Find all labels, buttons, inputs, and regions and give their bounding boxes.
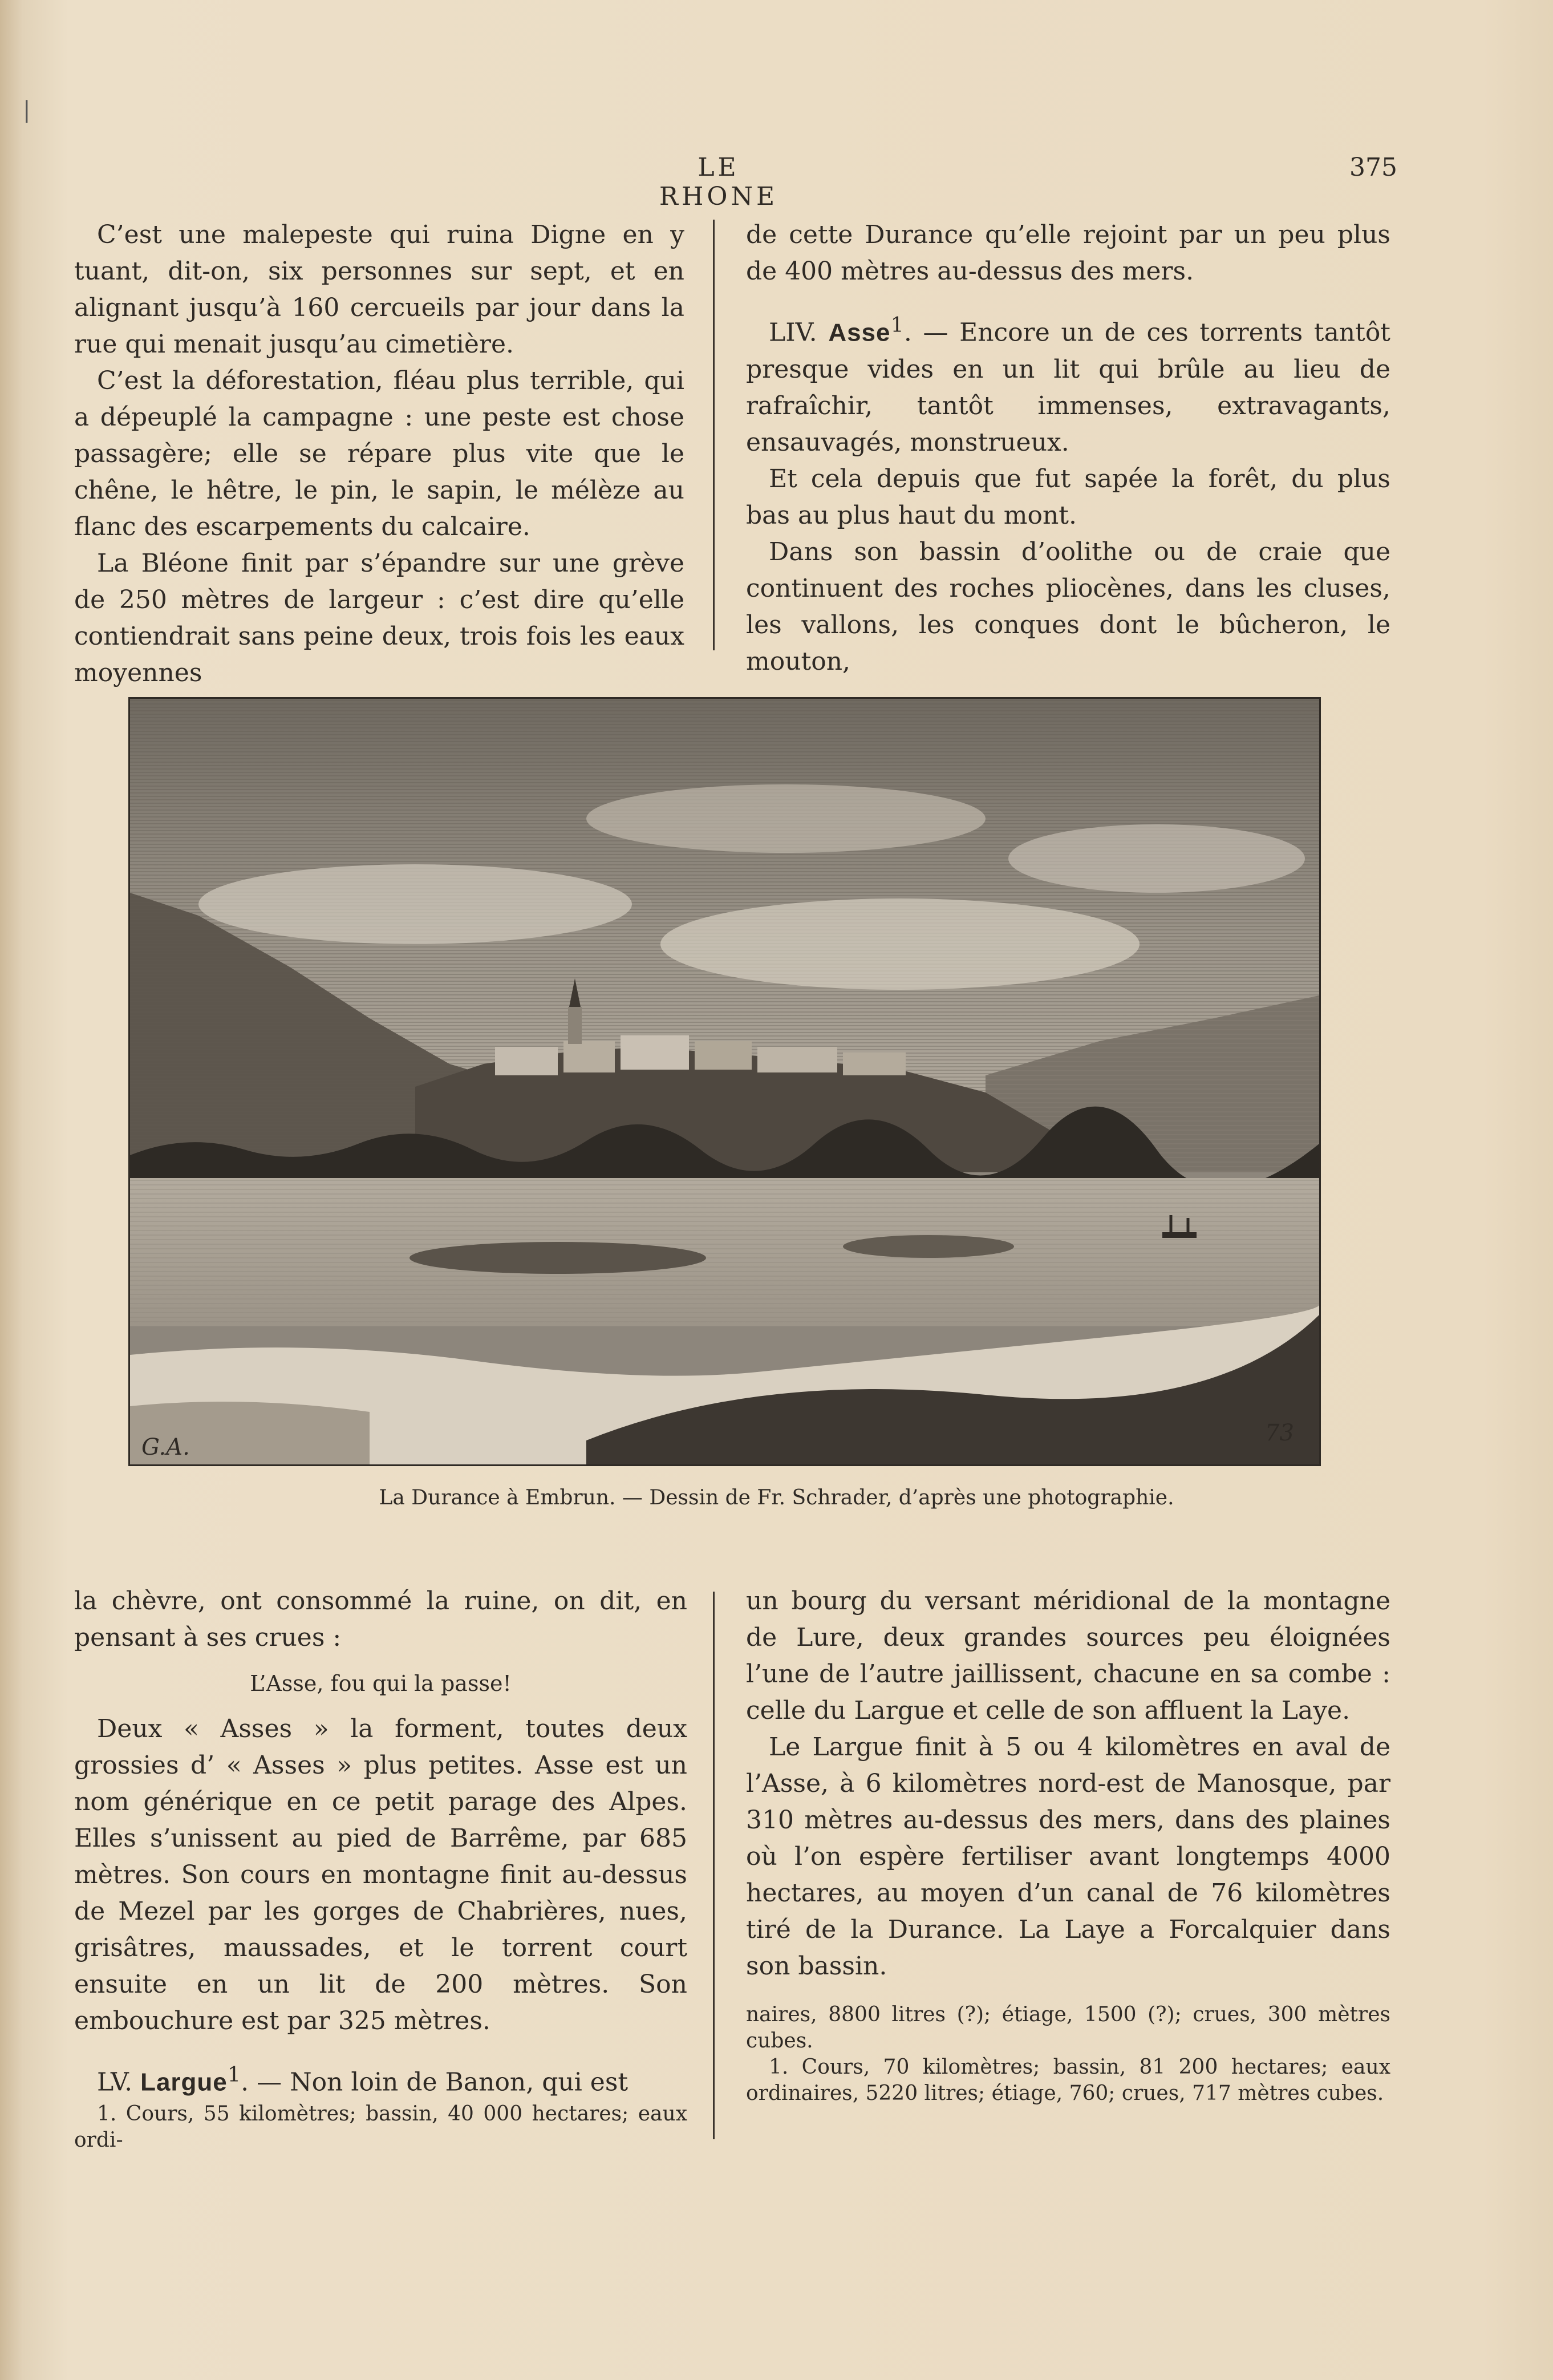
- building: [695, 1041, 752, 1070]
- column-top-right: [746, 217, 1390, 680]
- footnote-ref: 1: [227, 2062, 241, 2087]
- paragraph: Et cela depuis que fut sapée la forêt, du plus bas au plus haut du mont.: [746, 464, 1390, 530]
- landscape-engraving: [130, 699, 1319, 1464]
- river-island: [843, 1235, 1014, 1258]
- building: [843, 1053, 906, 1075]
- column-bottom-right: [746, 1583, 1390, 2107]
- paragraph: un bourg du versant méridional de la montagne de Lure, deux grandes sources peu éloignées l’une de l’autre jaillissent, chacune en sa combe : celle du Largue et celle de son affluent la Laye.: [746, 1586, 1390, 1725]
- paragraph: C’est la déforestation, fléau plus terrible, qui a dépeuplé la campagne : une peste est chose passagère; elle se répare plus vite que le chêne, le hêtre, le pin, le sapin, le mélèze au flanc des escarpements du calcaire.: [74, 366, 684, 541]
- column-divider-bottom: [713, 1592, 715, 2139]
- cloud: [1008, 824, 1305, 893]
- cloud: [660, 898, 1140, 990]
- paragraph: Deux « Asses » la forment, toutes deux grossies d’ « Asses » plus petites. Asse est un nom générique en ce petit parage des Alpes. Elles s’unissent au pied de Barrême, par 685 mètres. Son cours en montagne finit au-dessus de Mezel par les gorges de Chabrières, nues, grisâtres, maussades, et le torrent court ensuite en un lit de 200 mètres. Son embouchure est par 325 mètres.: [74, 1714, 687, 2035]
- building: [563, 1041, 615, 1072]
- cloud: [198, 864, 632, 944]
- boat: [1162, 1232, 1197, 1238]
- section-number: LIV.: [769, 318, 817, 347]
- signature-left: G.A.: [141, 1434, 190, 1460]
- paragraph: de cette Durance qu’elle rejoint par un peu plus de 400 mètres au-dessus des mers.: [746, 220, 1390, 286]
- page-number: 375: [1349, 153, 1397, 182]
- paragraph: La Bléone finit par s’épandre sur une grève de 250 mètres de largeur : c’est dire qu’elle contiendrait sans peine deux, trois fois les eaux moyennes: [74, 549, 684, 687]
- church-tower: [568, 1007, 582, 1044]
- cloud: [586, 784, 986, 853]
- figure-caption: La Durance à Embrun. — Dessin de Fr. Schrader, d’après une photographie.: [379, 1486, 1174, 1509]
- river-hatching: [130, 1178, 1319, 1326]
- paragraph: C’est une malepeste qui ruina Digne en y tuant, dit-on, six personnes sur sept, et en alignant jusqu’à 160 cercueils par jour dans la rue qui menait jusqu’au cimetière.: [74, 220, 684, 359]
- building: [495, 1047, 558, 1075]
- column-divider-top: [713, 220, 715, 650]
- paragraph: Dans son bassin d’oolithe ou de craie que continuent des roches pliocènes, dans les cluses, les vallons, les conques dont le bûcheron, le mouton,: [746, 537, 1390, 676]
- river-island: [409, 1242, 706, 1274]
- quotation: L’Asse, fou qui la passe!: [250, 1671, 512, 1696]
- section-lv: [74, 2057, 687, 2101]
- column-bottom-left: [74, 1583, 687, 2154]
- engraving-illustration: [128, 697, 1321, 1466]
- running-header: [0, 153, 1553, 211]
- paragraph: la chèvre, ont consommé la ruine, on dit, en pensant à ses crues :: [74, 1586, 687, 1652]
- building: [621, 1035, 689, 1070]
- footnote: 1. Cours, 55 kilomètres; bassin, 40 000 hectares; eaux ordi-: [74, 2102, 687, 2152]
- footnote-ref: 1: [890, 313, 904, 337]
- footnote: naires, 8800 litres (?); étiage, 1500 (?); crues, 300 mètres cubes.: [746, 2003, 1390, 2053]
- paragraph: Le Largue finit à 5 ou 4 kilomètres en aval de l’Asse, à 6 kilomètres nord-est de Manosque, par 310 mètres au-dessus des mers, dans des plaines où l’on espère fertiliser avant longtemps 4000 hectares, au moyen d’un canal de 76 kilomètres tiré de la Durance. La Laye a Forcalquier dans son bassin.: [746, 1733, 1390, 1981]
- section-liv: [746, 307, 1390, 461]
- section-number: LV.: [97, 2067, 133, 2097]
- margin-mark: |: [23, 97, 31, 123]
- signature-right: 73: [1265, 1420, 1294, 1446]
- section-heading: Asse: [828, 318, 891, 347]
- section-text: . — Non loin de Banon, qui est: [241, 2067, 629, 2097]
- header-title: LE RHONE: [659, 153, 778, 211]
- column-top-left: [74, 217, 684, 691]
- footnote: 1. Cours, 70 kilomètres; bassin, 81 200 hectares; eaux ordinaires, 5220 litres; étiage, 760; crues, 717 mètres cubes.: [746, 2055, 1390, 2105]
- building: [757, 1047, 837, 1072]
- section-heading: Largue: [140, 2068, 228, 2096]
- section-text: . — Encore un de ces torrents tantôt presque vides en un lit qui brûle au lieu de rafraîchir, tantôt immenses, extravagants, ensauvagés, monstrueux.: [746, 318, 1390, 457]
